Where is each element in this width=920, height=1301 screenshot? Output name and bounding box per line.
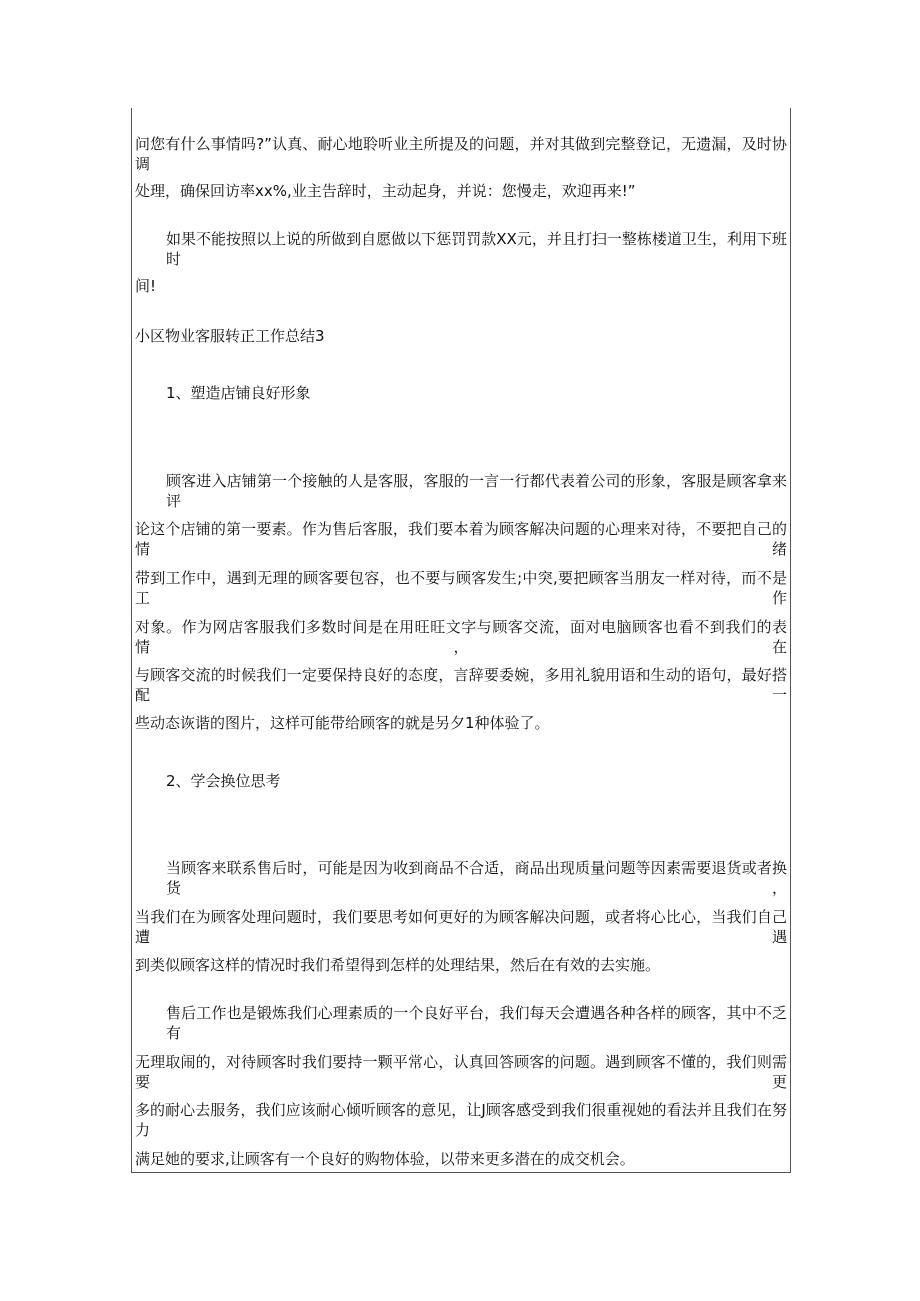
paragraph-line: 无理取闹的，对待顾客时我们要持一颗平常心，认真回答顾客的问题。遇到顾客不懂的，我们则需要更 bbox=[135, 1053, 787, 1091]
paragraph-line: 满足她的要求,让顾客有一个良好的购物体验，以带来更多潜在的成交机会。 bbox=[135, 1150, 635, 1168]
paragraph-line: 对象。作为网店客服我们多数时间是在用旺旺文字与顾客交流，面对电脑顾客也看不到我们的表情，在 bbox=[135, 618, 787, 656]
paragraph-line: 处理，确保回访率xx%,业主告辞时，主动起身，并说：您慢走，欢迎再来!” bbox=[135, 182, 636, 200]
paragraph-line: 到类似顾客这样的情况时我们希望得到怎样的处理结果，然后在有效的去实施。 bbox=[135, 956, 661, 974]
paragraph-line: 当顾客来联系售后时，可能是因为收到商品不合适，商品出现质量问题等因素需要退货或者换货， bbox=[166, 859, 787, 897]
paragraph-line: 间! bbox=[135, 277, 157, 295]
paragraph-line: 当我们在为顾客处理问题时，我们要思考如何更好的为顾客解决问题，或者将心比心，当我们自己遭遇 bbox=[135, 908, 787, 946]
paragraph-line: 带到工作中，遇到无理的顾客要包容，也不要与顾客发生;中突,要把顾客当朋友一样对待，而不是工作 bbox=[135, 569, 787, 607]
item-heading: 2、学会换位思考 bbox=[166, 772, 281, 790]
paragraph-line: 与顾客交流的时候我们一定要保持良好的态度，言辞要委婉，多用礼貌用语和生动的语句，最好搭配一 bbox=[135, 666, 787, 704]
paragraph-line: 些动态诙谐的图片，这样可能带给顾客的就是另夕1种体验了。 bbox=[135, 714, 550, 732]
paragraph-line: 如果不能按照以上说的所做到自愿做以下惩罚罚款XX元，并且打扫一整栋楼道卫生，利用下班时 bbox=[166, 230, 787, 268]
paragraph-line: 问您有什么事情吗?”认真、耐心地聆听业主所提及的问题，并对其做到完整登记，无遗漏，及时协调 bbox=[135, 135, 787, 173]
paragraph-line: 顾客进入店铺第一个接触的人是客服，客服的一言一行都代表着公司的形象，客服是顾客拿来评 bbox=[166, 472, 787, 510]
paragraph-line: 论这个店铺的第一要素。作为售后客服，我们要本着为顾客解决问题的心理来对待，不要把自己的情绪 bbox=[135, 520, 787, 558]
section-title: 小区物业客服转正工作总结3 bbox=[135, 327, 325, 345]
item-heading: 1、塑造店铺良好形象 bbox=[166, 384, 311, 402]
paragraph-line: 多的耐心去服务，我们应该耐心倾听顾客的意见，让J顾客感受到我们很重视她的看法并且我们在努力 bbox=[135, 1101, 787, 1139]
paragraph-line: 售后工作也是锻炼我们心理素质的一个良好平台，我们每天会遭遇各种各样的顾客，其中不乏有 bbox=[166, 1004, 787, 1042]
